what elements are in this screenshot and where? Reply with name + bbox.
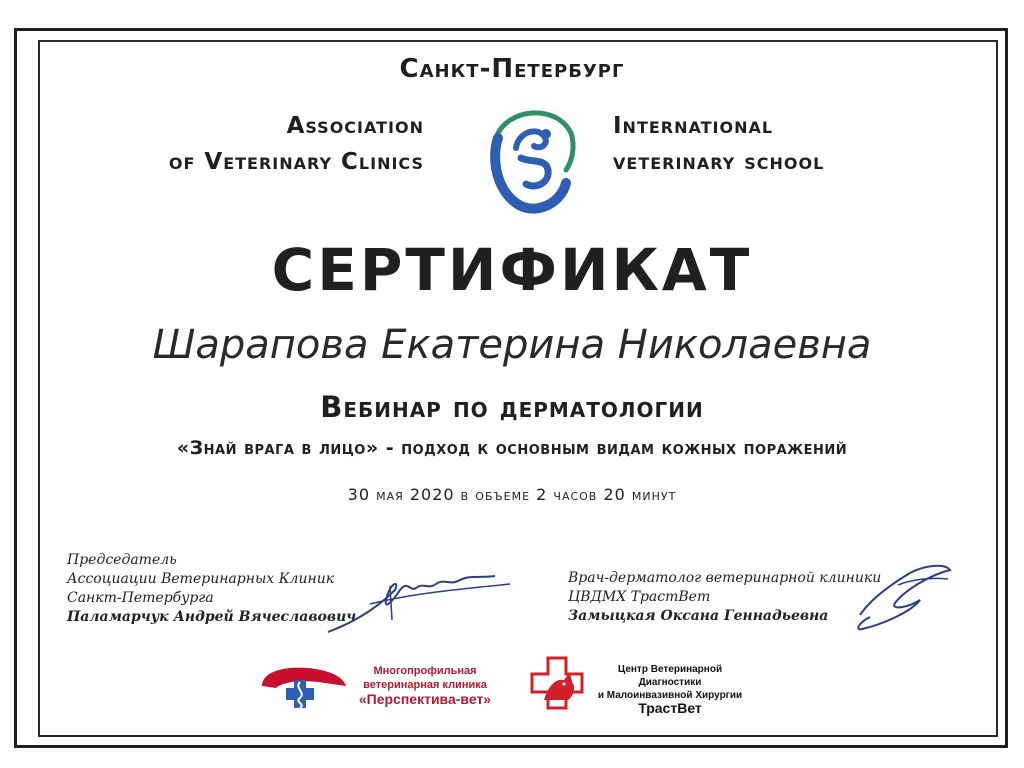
- perspektiva-line-1: Многопрофильная: [373, 665, 477, 677]
- trustvet-line-1: Центр Ветеринарной Диагностики: [617, 664, 723, 688]
- city-heading: Санкт-Петербург: [399, 54, 625, 84]
- school-line-2: veterinary school: [613, 149, 825, 175]
- trustvet-logo-icon: [530, 656, 586, 710]
- event-subtitle: «Знай врага в лицо» - подход к основным видам кожных поражений: [176, 437, 848, 459]
- perspektiva-line-2: ветеринарная клиника: [363, 679, 487, 691]
- recipient-name: Шарапова Екатерина Николаевна: [152, 322, 872, 368]
- association-line-1: Association: [286, 113, 424, 139]
- perspektiva-vet-name: [350, 664, 500, 706]
- right-signatory-line-1: Врач-дерматолог ветеринарной клиники: [568, 570, 882, 586]
- perspektiva-line-3: «Перспектива-вет»: [358, 691, 492, 707]
- trustvet-line-3: ТрастВет: [638, 700, 702, 716]
- event-title: Вебинар по дерматологии: [320, 390, 704, 424]
- right-signatory: [568, 569, 881, 626]
- right-signatory-name: Замыцкая Оксана Геннадьевна: [568, 608, 829, 624]
- certificate-title: СЕРТИФИКАТ: [271, 236, 753, 304]
- association-name: [169, 108, 424, 180]
- right-signatory-line-2: ЦВДМХ ТрастВет: [568, 589, 711, 605]
- trustvet-name: [590, 663, 750, 715]
- left-signatory: [67, 551, 356, 627]
- school-line-1: International: [613, 113, 774, 139]
- school-name: [613, 108, 824, 180]
- veterinary-school-logo-icon: [476, 98, 586, 218]
- left-signatory-name: Паламарчук Андрей Вячеславович: [67, 609, 357, 625]
- left-signatory-line-3: Санкт-Петербурга: [67, 590, 214, 606]
- event-date: 30 мая 2020 в объеме 2 часов 20 минут: [347, 485, 677, 504]
- left-signatory-line-1: Председатель: [67, 552, 177, 568]
- association-line-2: of Veterinary Clinics: [168, 149, 424, 175]
- trustvet-line-2: и Малоинвазивной Хирургии: [597, 690, 743, 701]
- right-signature-icon: [850, 555, 970, 635]
- left-signatory-line-2: Ассоциации Ветеринарных Клиник: [67, 571, 335, 587]
- perspektiva-vet-logo-icon: [258, 662, 350, 710]
- left-signature-icon: [320, 560, 520, 640]
